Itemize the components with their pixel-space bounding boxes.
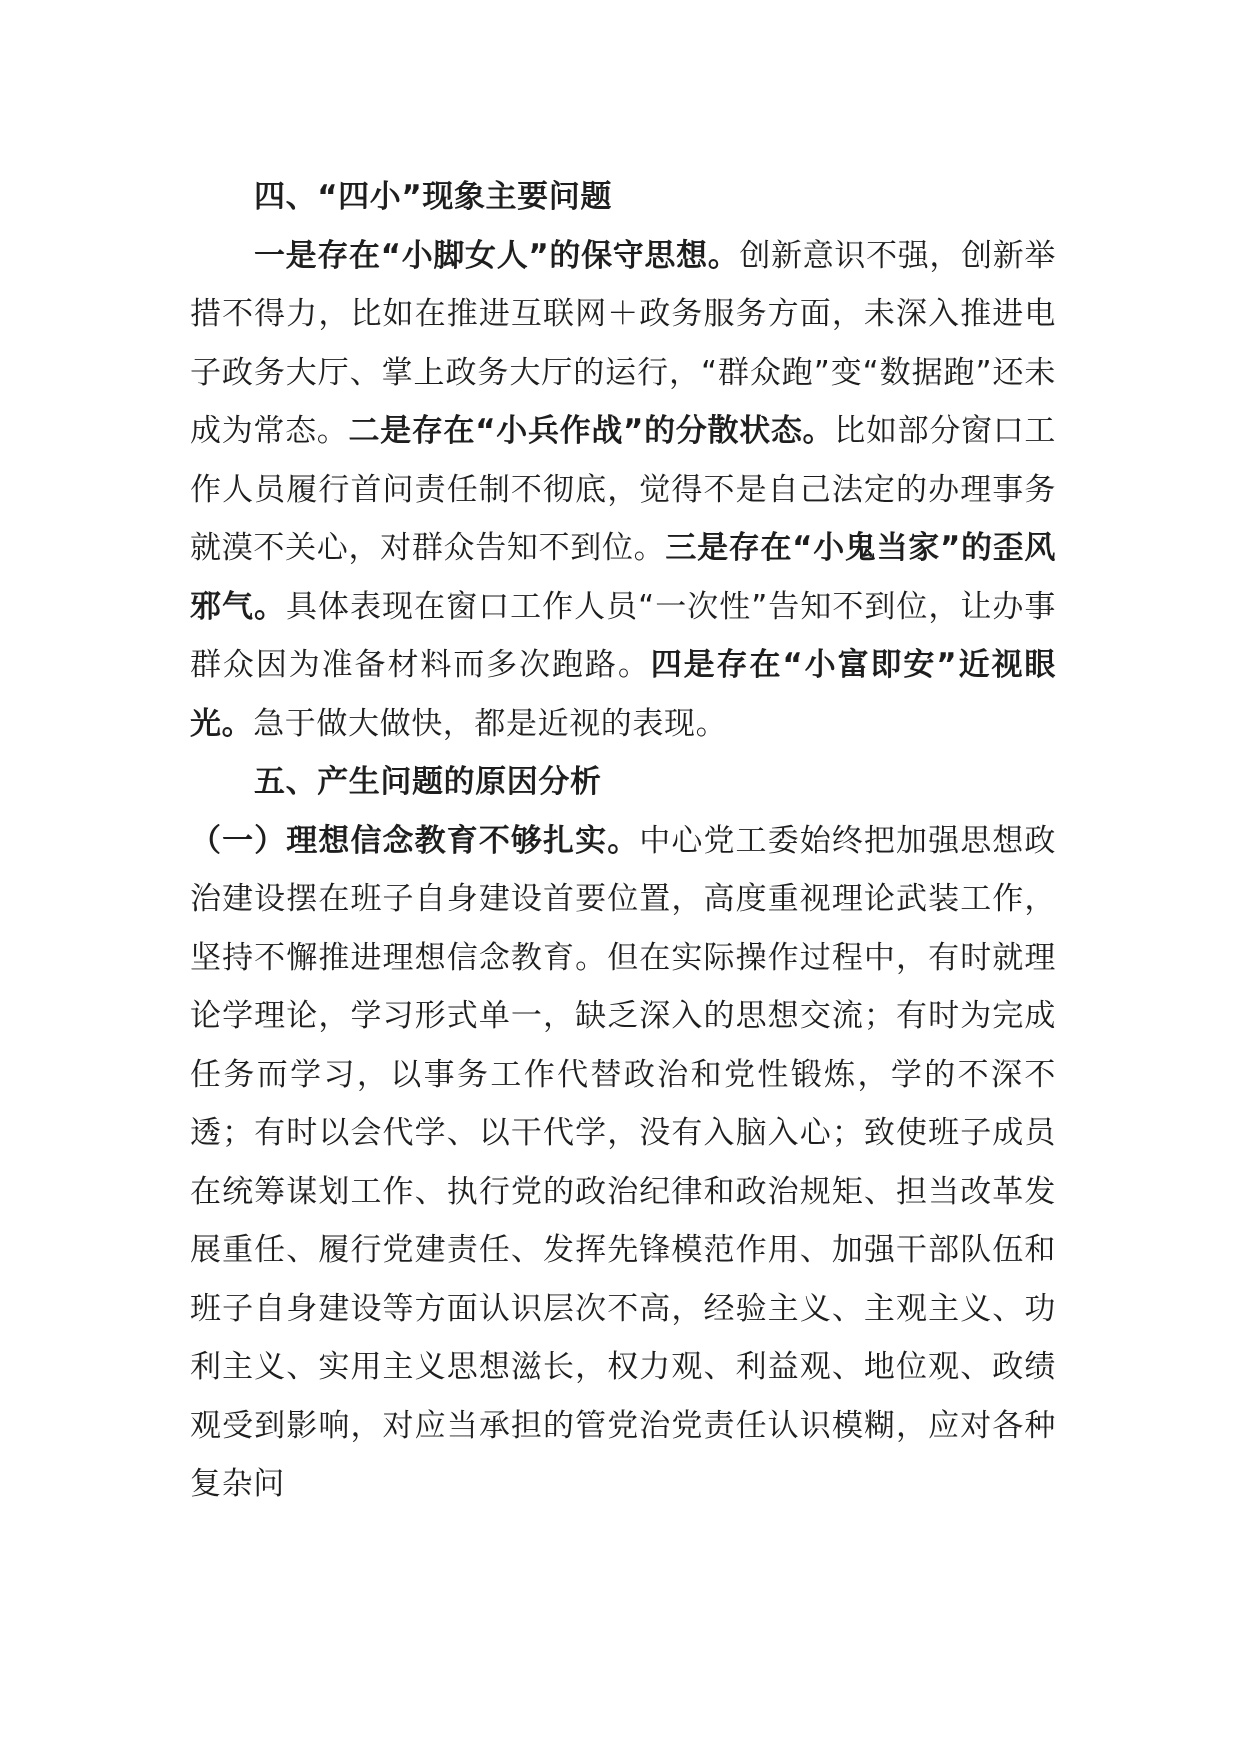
subsection-1-lead: （一）理想信念教育不够扎实。 xyxy=(190,822,640,859)
item-3-text: 具体表现在窗口工作人员“一次性”告知不到位，让办事群众因为准备材料而多次跑路。 xyxy=(190,588,1056,683)
item-2-text: 比如部分窗口工作人员履行首问责任制不彻底，觉得不是自己法定的办理事务就漠不关心，对群众告知不到位。 xyxy=(190,413,1056,566)
item-1-lead: 一是存在“小脚女人”的保守思想。 xyxy=(254,237,740,274)
section-5-heading: 五、产生问题的原因分析 xyxy=(254,764,602,800)
section-5-paragraph xyxy=(190,812,1056,1514)
subsection-1-text: 中心党工委始终把加强思想政治建设摆在班子自身建设首要位置，高度重视理论武装工作，坚持不懈推进理想信念教育。但在实际操作过程中，有时就理论学理论，学习形式单一，缺乏深入的思想交流；有时为完成任务而学习，以事务工作代替政治和党性锻炼，学的不深不透；有时以会代学、以干代学，没有入脑入心；致使班子成员在统筹谋划工作、执行党的政治纪律和政治规矩、担当改革发展重任、履行党建责任、发挥先锋模范作用、加强干部队伍和班子自身建设等方面认识层次不高，经验主义、主观主义、功利主义、实用主义思想滋长，权力观、利益观、地位观、政绩观受到影响，对应当承担的管党治党责任认识模糊，应对各种复杂问 xyxy=(190,822,1056,1502)
section-4-heading: 四、“四小”现象主要问题 xyxy=(254,179,612,215)
item-4-text: 急于做大做快，都是近视的表现。 xyxy=(253,705,728,742)
item-4-lead: 四是存在“小富即安”近视眼光。 xyxy=(190,647,1056,742)
item-3-lead: 三是存在“小鬼当家”的歪风邪气。 xyxy=(190,530,1057,625)
item-1-text: 创新意识不强，创新举措不得力，比如在推进互联网＋政务服务方面，未深入推进电子政务大厅、掌上政务大厅的运行，“群众跑”变“数据跑”还未成为常态。 xyxy=(190,237,1056,449)
item-2-lead: 二是存在“小兵作战”的分散状态。 xyxy=(348,413,835,449)
section-4-paragraph xyxy=(190,227,1056,754)
document-body xyxy=(190,168,1056,1514)
